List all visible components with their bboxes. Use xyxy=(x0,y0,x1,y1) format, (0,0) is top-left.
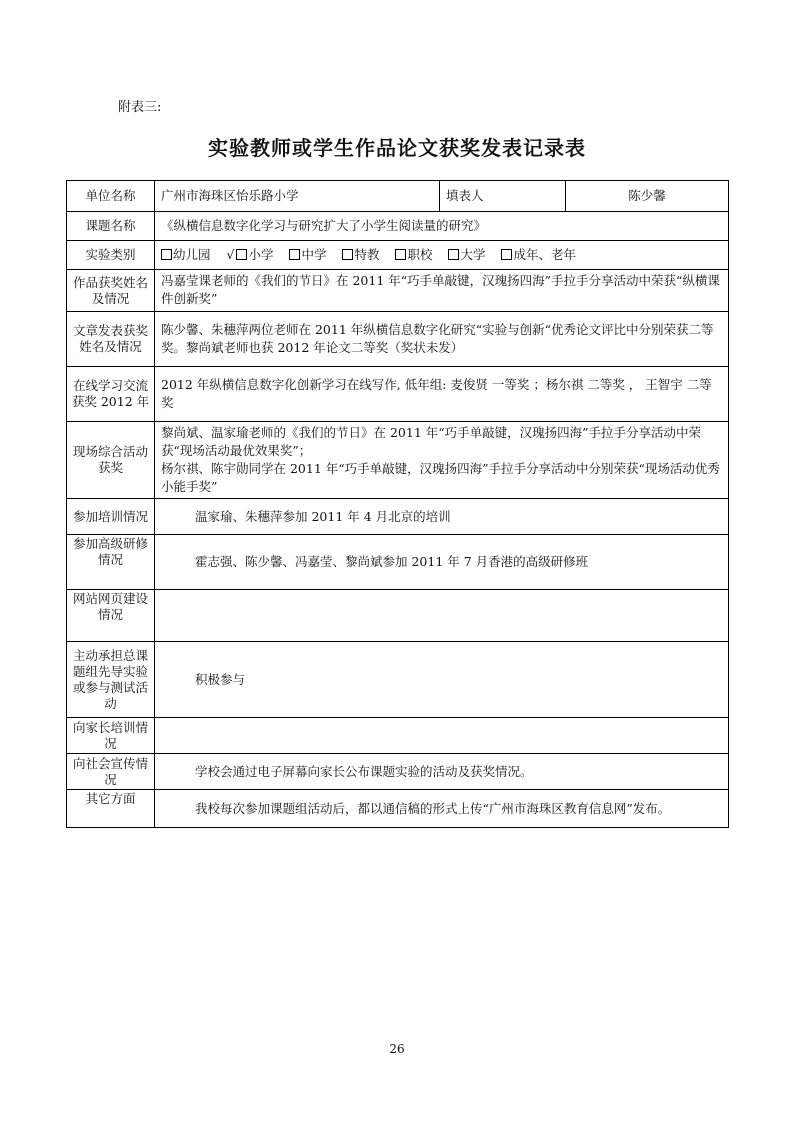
checkbox-icon xyxy=(289,249,300,260)
option-kindergarten[interactable]: 幼儿园 xyxy=(161,246,211,264)
works-award-value: 冯嘉莹课老师的《我们的节日》在 2011 年“巧手单敲键，汉瑰扬四海”手拉手分享活动中荣获“纵横课件创新奖” xyxy=(155,270,729,312)
check-mark-icon: √ xyxy=(226,247,235,262)
row-parent-training xyxy=(67,718,729,754)
category-label: 实验类别 xyxy=(67,241,155,270)
page-number: 26 xyxy=(389,1042,405,1056)
option-middle[interactable]: 中学 xyxy=(289,246,326,264)
onsite-award-value xyxy=(155,422,729,499)
publicity-value: 学校会通过电子屏幕向家长公布课题实验的活动及获奖情况。 xyxy=(155,754,729,790)
unit-value: 广州市海珠区怡乐路小学 xyxy=(155,181,440,212)
other-label: 其它方面 xyxy=(67,790,155,828)
row-article-award xyxy=(67,312,729,367)
row-online-award xyxy=(67,367,729,422)
works-award-label: 作品获奖姓名及情况 xyxy=(67,270,155,312)
unit-label: 单位名称 xyxy=(67,181,155,212)
option-primary[interactable]: √ 小学 xyxy=(226,247,274,262)
publicity-label: 向社会宣传情况 xyxy=(67,754,155,790)
checkbox-icon xyxy=(395,249,406,260)
leading-value: 积极参与 xyxy=(155,642,729,718)
row-training xyxy=(67,499,729,535)
row-onsite-award xyxy=(67,422,729,499)
article-award-label: 文章发表获奖姓名及情况 xyxy=(67,312,155,367)
checkbox-icon xyxy=(448,249,459,260)
advanced-value: 霍志强、陈少馨、冯嘉莹、黎尚斌参加 2011 年 7 月香港的高级研修班 xyxy=(155,535,729,590)
filler-label: 填表人 xyxy=(440,181,566,212)
online-award-label: 在线学习交流获奖 2012 年 xyxy=(67,367,155,422)
row-category xyxy=(67,241,729,270)
training-value: 温家瑜、朱穗萍参加 2011 年 4 月北京的培训 xyxy=(155,499,729,535)
leading-label: 主动承担总课题组先导实验或参与测试活动 xyxy=(67,642,155,718)
checkbox-icon xyxy=(161,249,172,260)
option-university[interactable]: 大学 xyxy=(448,246,485,264)
option-special[interactable]: 特教 xyxy=(342,246,379,264)
onsite-award-label: 现场综合活动获奖 xyxy=(67,422,155,499)
row-topic xyxy=(67,212,729,241)
topic-value: 《纵横信息数字化学习与研究扩大了小学生阅读量的研究》 xyxy=(155,212,729,241)
website-label: 网站网页建设情况 xyxy=(67,590,155,642)
online-award-value: 2012 年纵横信息数字化创新学习在线写作, 低年组: 麦俊贤 一等奖 ；杨尔祺 二等奖 ， 王智宇 二等奖 xyxy=(155,367,729,422)
filler-value: 陈少馨 xyxy=(566,181,729,212)
onsite-award-line-1: 黎尚斌、温家瑜老师的《我们的节日》在 2011 年“巧手单敲键，汉瑰扬四海”手拉手分享活动中荣获“现场活动最优效果奖”； xyxy=(161,425,702,458)
record-table xyxy=(66,180,729,828)
parent-training-label: 向家长培训情况 xyxy=(67,718,155,754)
row-leading xyxy=(67,642,729,718)
training-label: 参加培训情况 xyxy=(67,499,155,535)
row-other xyxy=(67,790,729,828)
row-unit xyxy=(67,181,729,212)
checkbox-icon xyxy=(501,249,512,260)
page-title: 实验教师或学生作品论文获奖发表记录表 xyxy=(208,136,586,160)
parent-training-value xyxy=(155,718,729,754)
website-value xyxy=(155,590,729,642)
appendix-label: 附表三: xyxy=(118,100,162,115)
row-website xyxy=(67,590,729,642)
other-value: 我校每次参加课题组活动后，都以通信稿的形式上传“广州市海珠区教育信息网”发布。 xyxy=(155,790,729,828)
article-award-value: 陈少馨、朱穗萍两位老师在 2011 年纵横信息数字化研究“实验与创新“优秀论文评比中分别荣获二等奖。黎尚斌老师也获 2012 年论文二等奖（奖状未发） xyxy=(155,312,729,367)
checkbox-icon xyxy=(342,249,353,260)
row-works-award xyxy=(67,270,729,312)
category-options xyxy=(155,241,729,270)
option-adult[interactable]: 成年、老年 xyxy=(501,246,576,264)
option-vocational[interactable]: 职校 xyxy=(395,246,432,264)
row-publicity xyxy=(67,754,729,790)
topic-label: 课题名称 xyxy=(67,212,155,241)
checkbox-icon xyxy=(236,249,247,260)
onsite-award-line-2: 杨尔祺、陈宇勋同学在 2011 年“巧手单敲键，汉瑰扬四海”手拉手分享活动中分别荣获“现场活动优秀小能手奖” xyxy=(161,461,720,494)
row-advanced xyxy=(67,535,729,590)
advanced-label: 参加高级研修情况 xyxy=(67,535,155,590)
